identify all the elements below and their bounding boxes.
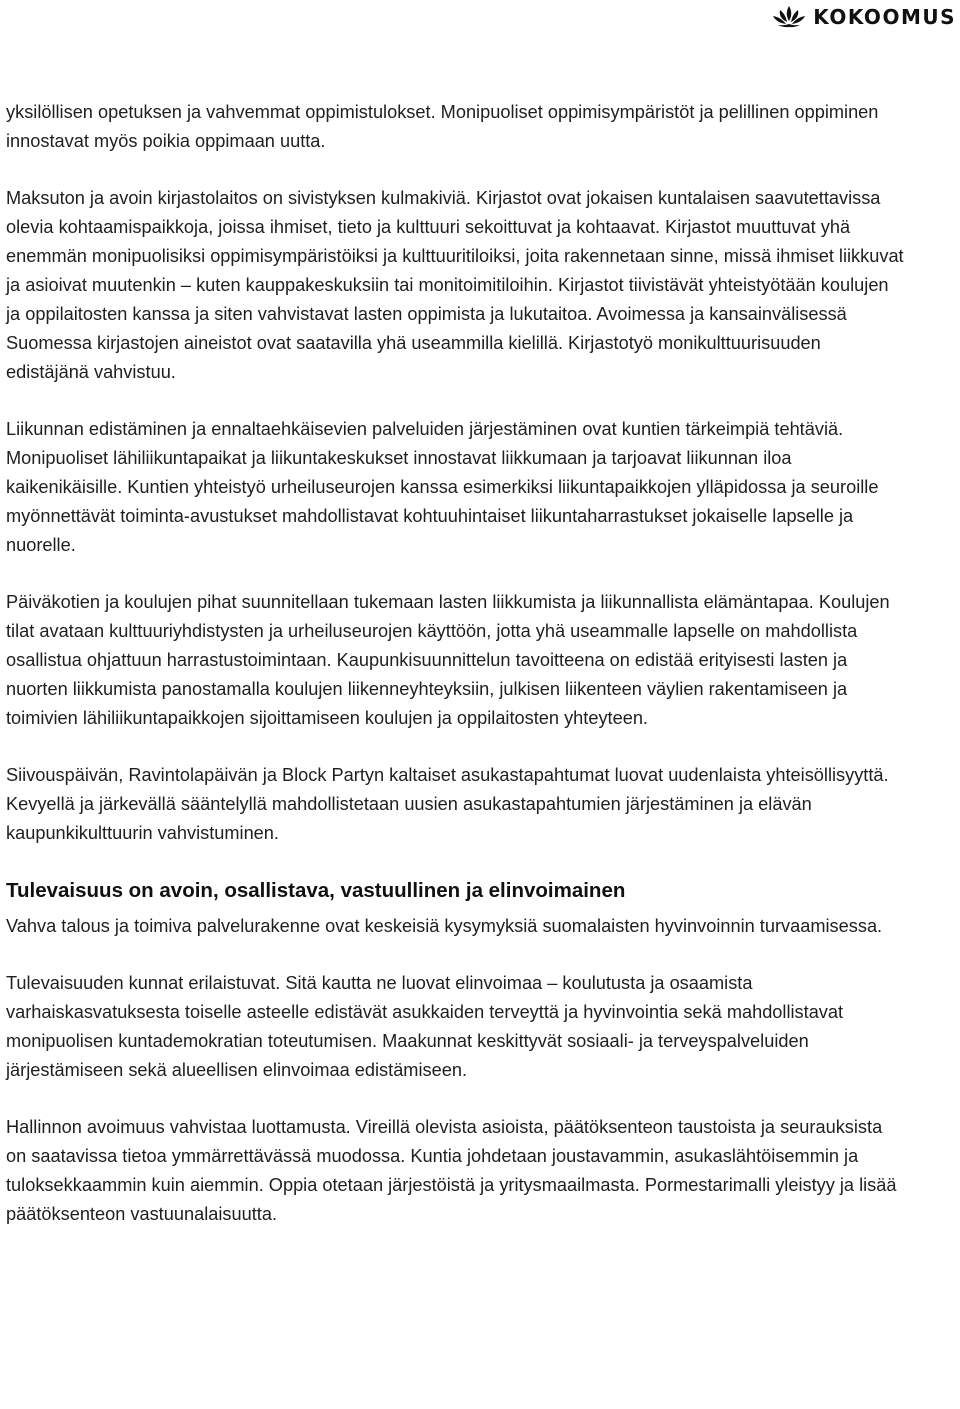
paragraph-sports: Liikunnan edistäminen ja ennaltaehkäisevien palveluiden järjestäminen ovat kuntien tärkeimpiä tehtäviä. Monipuoliset lähiliikuntapaikat ja liikuntakeskukset innostavat liikkumaan ja tarjoavat liikunnan iloa kaikenikäisille. Kuntien yhteistyö urheiluseurojen kanssa esimerkiksi liikuntapaikkojen ylläpidossa ja seuroille myönnettävät toiminta-avustukset mahdollistavat kohtuuhintaiset liikuntaharrastukset jokaiselle lapselle ja nuorelle. bbox=[6, 419, 879, 555]
paragraph-economy: Vahva talous ja toimiva palvelurakenne ovat keskeisiä kysymyksiä suomalaisten hyvinvoinnin turvaamisessa. bbox=[6, 916, 883, 936]
page-header bbox=[0, 0, 960, 40]
paragraph-teaching: yksilöllisen opetuksen ja vahvemmat oppimistulokset. Monipuoliset oppimisympäristöt ja pelillinen oppiminen innostavat myös poikia oppimaan uutta. bbox=[6, 102, 879, 151]
kokoomus-logo bbox=[771, 4, 956, 30]
document-body bbox=[6, 98, 906, 1257]
flame-emblem-icon bbox=[771, 5, 807, 29]
paragraph-open-governance: Hallinnon avoimuus vahvistaa luottamusta. Vireillä olevista asioista, päätöksenteon taustoista ja seurauksista on saatavissa tietoa ymmärrettävässä muodossa. Kuntia johdetaan joustavammin, asukaslähtöisemmin ja tuloksekkaammin kuin aiemmin. Oppia otetaan järjestöistä ja yritysmaailmasta. Pormestarimalli yleistyy ja lisää päätöksenteon vastuunalaisuutta. bbox=[6, 1117, 897, 1224]
paragraph-resident-events: Siivouspäivän, Ravintolapäivän ja Block Partyn kaltaiset asukastapahtumat luovat uudenlaista yhteisöllisyyttä. Kevyellä ja järkevällä sääntelyllä mahdollistetaan uusien asukastapahtumien järjestäminen ja elävän kaupunkikulttuurin vahvistuminen. bbox=[6, 765, 889, 843]
paragraph-future-municipalities: Tulevaisuuden kunnat erilaistuvat. Sitä kautta ne luovat elinvoimaa – koulutusta ja osaamista varhaiskasvatuksesta toiselle asteelle edistävät asukkaiden terveyttä ja hyvinvointia sekä mahdollistavat monipuolisen kuntademokratian toteutumisen. Maakunnat keskittyvät sosiaali- ja terveyspalveluiden järjestämiseen sekä alueellisen elinvoimaa edistämiseen. bbox=[6, 973, 844, 1080]
logo-wordmark: KOKOOMUS bbox=[813, 5, 956, 29]
paragraph-schoolyards: Päiväkotien ja koulujen pihat suunnitellaan tukemaan lasten liikkumista ja liikunnallista elämäntapaa. Koulujen tilat avataan kulttuuriyhdistysten ja urheiluseurojen käyttöön, jotta yhä useammalle lapselle on mahdollista osallistua ohjattuun harrastustoimintaan. Kaupunkisuunnittelun tavoitteena on edistää erityisesti lasten ja nuorten liikkumista panostamalla koulujen liikenneyhteyksiin, julkisen liikenteen väylien rakentamiseen ja toimivien lähiliikuntapaikkojen sijoittamiseen koulujen ja oppilaitosten yhteyteen. bbox=[6, 592, 890, 728]
section-heading: Tulevaisuus on avoin, osallistava, vastuullinen ja elinvoimainen bbox=[6, 879, 626, 902]
paragraph-libraries: Maksuton ja avoin kirjastolaitos on sivistyksen kulmakiviä. Kirjastot ovat jokaisen kuntalaisen saavutettavissa olevia kohtaamispaikkoja, joissa ihmiset, tieto ja kulttuuri sekoittuvat ja kohtaavat. Kirjastot muuttuvat yhä enemmän monipuolisiksi oppimisympäristöiksi ja kulttuuritiloiksi, joita rakennetaan sinne, missä ihmiset liikkuvat ja asioivat muutenkin – kuten kauppakeskuksiin tai monitoimitiloihin. Kirjastot tiivistävät yhteistyötään koulujen ja oppilaitosten kanssa ja siten vahvistavat lasten oppimista ja lukutaitoa. Avoimessa ja kansainvälisessä Suomessa kirjastojen aineistot ovat saatavilla yhä useammilla kielillä. Kirjastotyö monikulttuurisuuden edistäjänä vahvistuu. bbox=[6, 188, 904, 382]
